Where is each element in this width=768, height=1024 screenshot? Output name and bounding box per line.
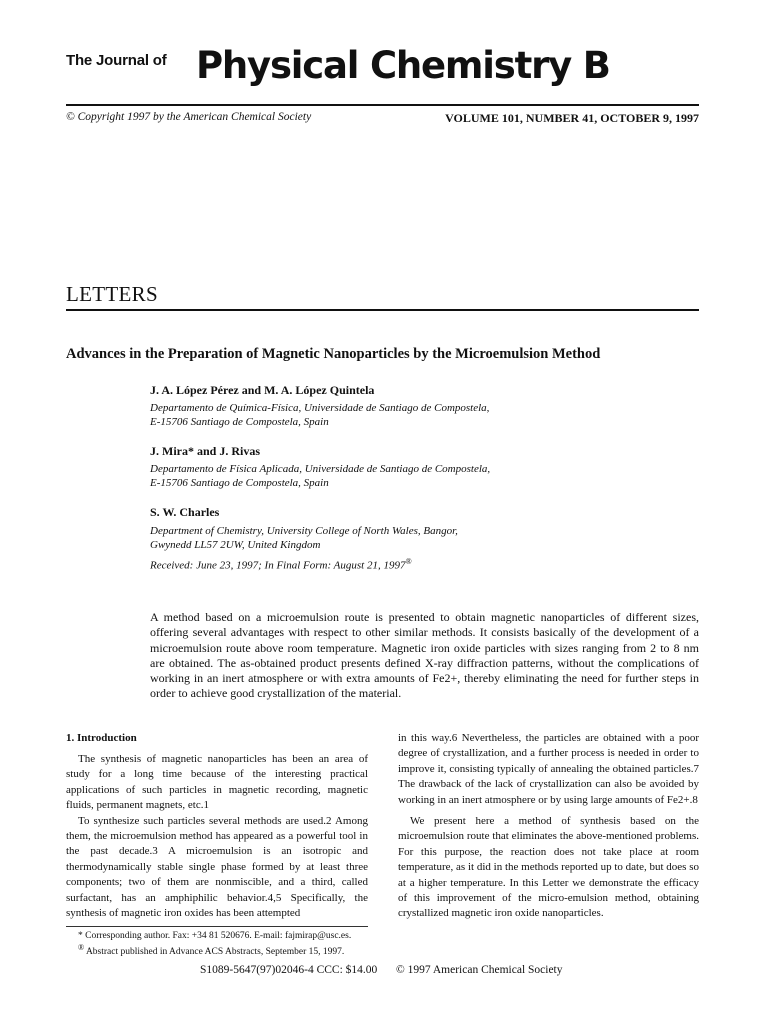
author-line: J. Mira* and J. Rivas	[150, 444, 261, 458]
header-rule	[66, 104, 699, 106]
affiliation: Departamento de Química-Física, Universidade de Santiago de Compostela, E-15706 Santiago de Compostela, Spain	[150, 402, 490, 428]
affiliation: Department of Chemistry, University College of North Wales, Bangor, Gwynedd LL57 2UW, United Kingdom	[150, 525, 458, 551]
journal-prefix: The Journal of	[66, 52, 167, 69]
author-line: J. A. López Pérez and M. A. López Quintela	[150, 383, 375, 397]
paragraph: To synthesize such particles several methods are used.2 Among them, the microemulsion method has appeared as a powerful tool in the past decade.3 A microemulsion is an isotropic and thermodynamically stable single phase formed by at least three components; two of them are nonmiscible, and a third, called surfactant, has an amphiphilic behavior.4,5 Specifically, the synthesis of magnetic iron oxides has been attempted	[66, 814, 368, 920]
footnote-corresponding: * Corresponding author. Fax: +34 81 520676. E-mail: fajmirap@usc.es.	[78, 931, 352, 941]
right-column	[398, 731, 699, 922]
article-title: Advances in the Preparation of Magnetic Nanoparticles by the Microemulsion Method	[66, 346, 601, 362]
section-rule	[66, 309, 699, 311]
paragraph: The synthesis of magnetic nanoparticles has been an area of study for a long time because of the interesting practical applications of such particles in magnetic recording, magnetic fluids, permanent magnets, etc.1	[66, 753, 368, 812]
journal-name: Physical Chemistry B	[196, 44, 610, 87]
paragraph: in this way.6 Nevertheless, the particles are obtained with a poor degree of crystallization, and a further process is needed in order to improve it, consisting typically of annealing the obtained particles.7 The drawback of the lack of crystallization can also be avoided by working in an inert atmosphere or by using large amounts of Fe2+.8	[398, 732, 699, 806]
footer-copyright: © 1997 American Chemical Society	[396, 964, 563, 976]
left-column	[66, 752, 368, 921]
intro-heading: 1. Introduction	[66, 732, 137, 744]
footnote-rule	[66, 926, 368, 927]
author-line: S. W. Charles	[150, 505, 220, 519]
footnote-abstract: ® Abstract published in Advance ACS Abstracts, September 15, 1997.	[78, 943, 345, 958]
issue-line: VOLUME 101, NUMBER 41, OCTOBER 9, 1997	[445, 111, 699, 125]
paragraph: We present here a method of synthesis based on the microemulsion route that eliminates the above-mentioned problems. For this purpose, the reaction does not take place at room temperature, as it did in the methods reported up to date, but does so at a higher temperature. In this Letter we demonstrate the efficacy of this improvement of the micro-emulsion method, obtaining crystallized magnetic iron oxide nanoparticles.	[398, 815, 699, 920]
abstract: A method based on a microemulsion route is presented to obtain magnetic nanoparticles of different sizes, offering several advantages with respect to other similar methods. It consists basically of the development of a microemulsion route above room temperature. Magnetic iron oxide particles with sizes ranging from 2 to 8 nm are obtained. The as-obtained product presents defined X-ray diffraction patterns, without the complications of working in an inert atmosphere or with extra amounts of Fe2+, thereby eliminating the need for further steps in order to achieve good crystallization of the material.	[150, 610, 699, 701]
received-dates: Received: June 23, 1997; In Final Form: August 21, 1997®	[150, 557, 412, 572]
copyright-line: © Copyright 1997 by the American Chemical Society	[66, 111, 312, 123]
article-code: S1089-5647(97)02046-4 CCC: $14.00	[200, 964, 378, 976]
affiliation: Departamento de Física Aplicada, Universidade de Santiago de Compostela, E-15706 Santiago de Compostela, Spain	[150, 463, 491, 489]
section-heading: LETTERS	[66, 282, 158, 306]
